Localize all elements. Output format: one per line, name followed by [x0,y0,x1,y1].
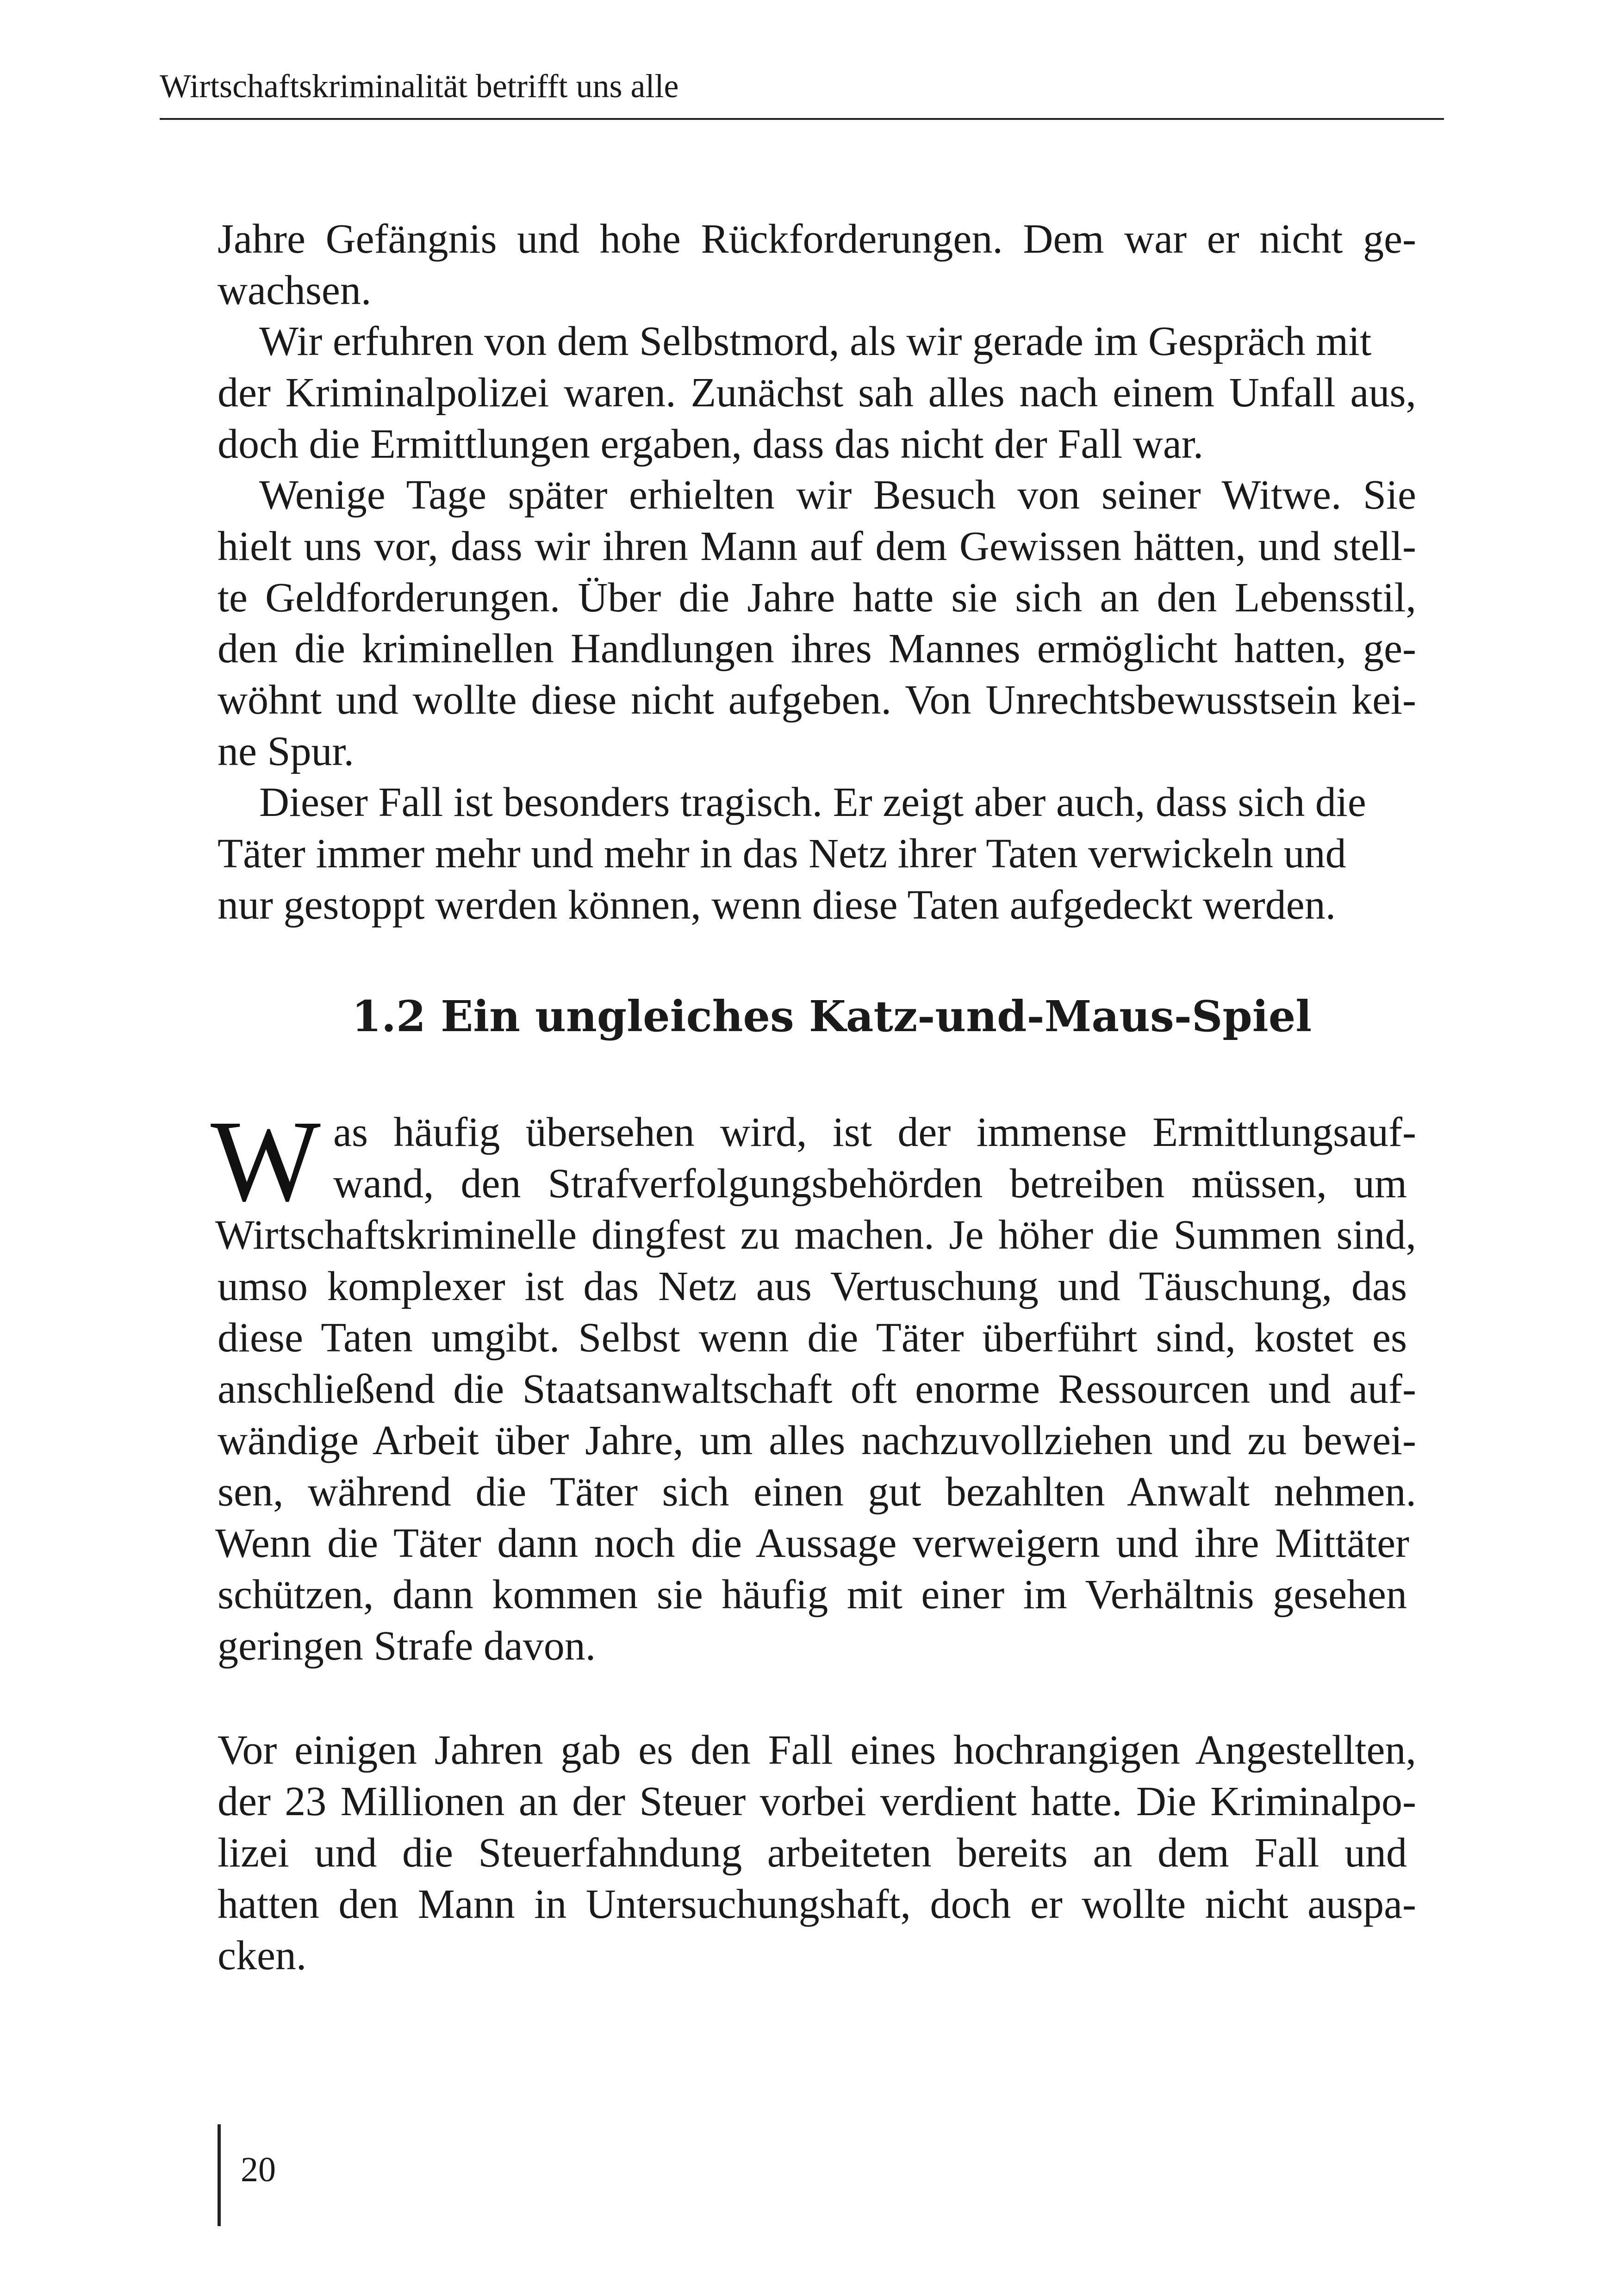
body-text-line: wöhnt und wollte diese nicht aufgeben. Von Unrechtsbewusstsein kei- [218,677,1416,723]
body-text-line: Dieser Fall ist besonders tragisch. Er zeigt aber auch, dass sich die [259,779,1366,825]
body-text-line: wändige Arbeit über Jahre, um alles nachzuvollziehen und zu bewei- [218,1418,1416,1463]
body-text-line: Täter immer mehr und mehr in das Netz ihrer Taten verwickeln und [218,831,1346,877]
body-text-line: schützen, dann kommen sie häufig mit einer im Verhältnis gesehen [218,1572,1407,1618]
body-text-line: ne Spur. [218,728,355,774]
body-text-line: Wir erfuhren von dem Selbstmord, als wir gerade im Gespräch mit [259,318,1372,364]
body-text-line: umso komplexer ist das Netz aus Vertuschung und Täuschung, das [218,1263,1407,1309]
running-header: Wirtschaftskriminalität betrifft uns alle [160,68,679,105]
section-heading: 1.2 Ein ungleiches Katz-und-Maus-Spiel [352,991,1312,1041]
body-text-line: diese Taten umgibt. Selbst wenn die Täter überführt sind, kostet es [218,1315,1407,1361]
body-text-line: doch die Ermittlungen ergaben, dass das nicht der Fall war. [218,421,1204,467]
body-text-line: Vor einigen Jahren gab es den Fall eines hochrangigen Angestellten, [218,1727,1416,1773]
body-text-line: hatten den Mann in Untersuchungshaft, doch er wollte nicht auspa- [218,1881,1416,1927]
body-text-line: der 23 Millionen an der Steuer vorbei verdient hatte. Die Kriminalpo- [218,1779,1416,1824]
body-text-line: te Geldforderungen. Über die Jahre hatte sie sich an den Lebensstil, [218,575,1416,621]
body-text-line: den die kriminellen Handlungen ihres Mannes ermöglicht hatten, ge- [218,626,1416,672]
body-text-line: Jahre Gefängnis und hohe Rückforderungen. Dem war er nicht ge- [218,216,1416,262]
body-text-line: sen, während die Täter sich einen gut bezahlten Anwalt nehmen. [218,1469,1416,1515]
body-text-line: geringen Strafe davon. [218,1623,596,1669]
body-text-line: lizei und die Steuerfahndung arbeiteten bereits an dem Fall und [218,1830,1407,1876]
body-text-line: hielt uns vor, dass wir ihren Mann auf dem Gewissen hätten, und stell- [218,523,1416,569]
body-text-line: Wirtschaftskriminelle dingfest zu machen. Je höher die Summen sind, [215,1212,1416,1258]
body-text-line: wachsen. [218,268,372,313]
header-rule [160,118,1444,120]
body-text-line: cken. [218,1933,307,1979]
page-number-rule [218,2124,221,2226]
page-number: 20 [241,2150,276,2189]
body-text-line: as häufig übersehen wird, ist der immense Ermittlungsauf- [333,1109,1416,1155]
drop-cap: W [211,1096,321,1226]
body-text-line: Wenige Tage später erhielten wir Besuch von seiner Witwe. Sie [259,472,1416,518]
body-text-line: anschließend die Staatsanwaltschaft oft enorme Ressourcen und auf- [218,1366,1416,1412]
body-text-line: Wenn die Täter dann noch die Aussage verweigern und ihre Mittäter [215,1520,1409,1566]
body-text-line: nur gestoppt werden können, wenn diese Taten aufgedeckt werden. [218,882,1336,928]
body-text-line: wand, den Strafverfolgungsbehörden betreiben müssen, um [333,1161,1407,1207]
body-text-line: der Kriminalpolizei waren. Zunächst sah alles nach einem Unfall aus, [218,370,1416,416]
